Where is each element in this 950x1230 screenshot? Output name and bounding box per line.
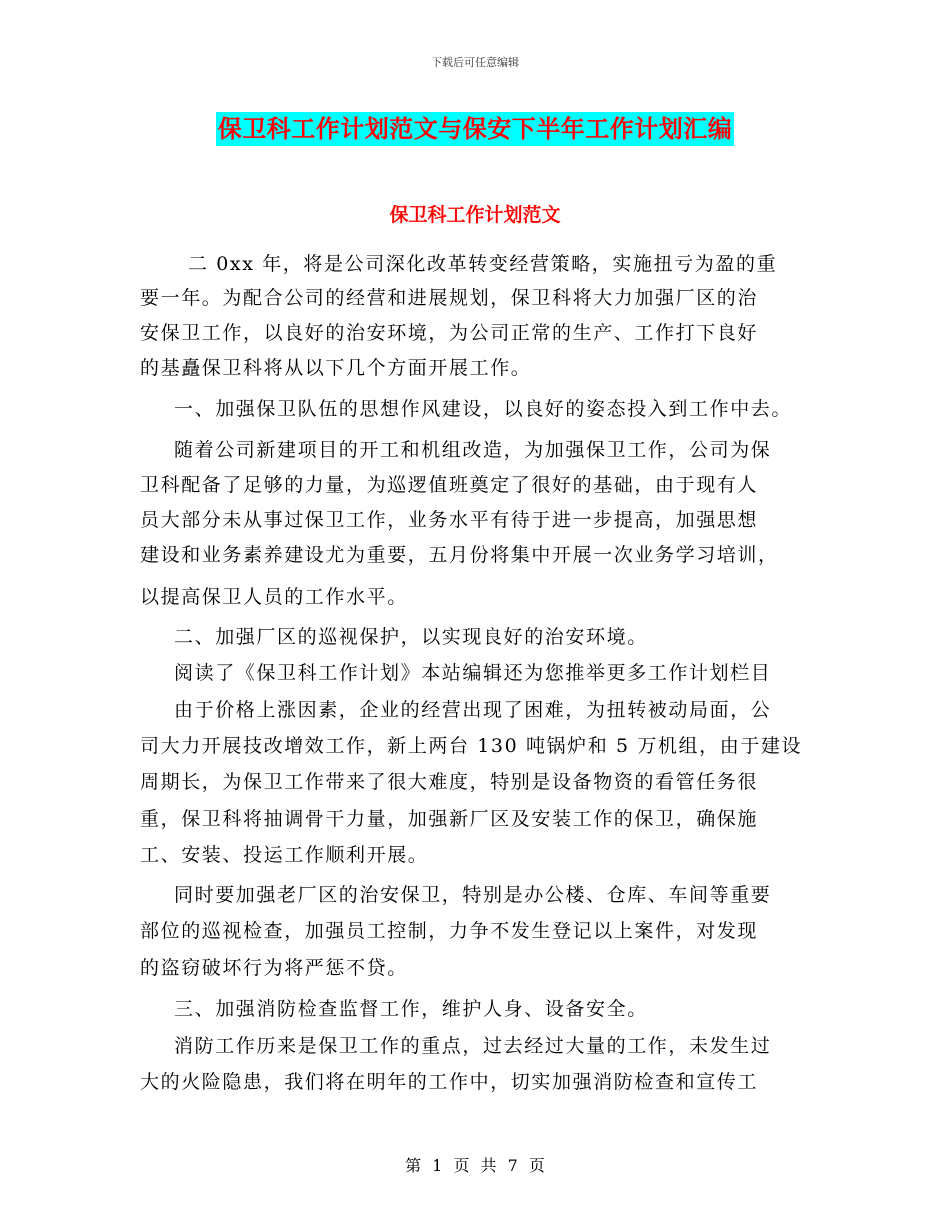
body-line: 由于价格上涨因素，企业的经营出现了困难，为扭转被动局面，公 [174, 699, 772, 721]
document-title-container [0, 112, 950, 146]
body-line: 同时要加强老厂区的治安保卫，特别是办公楼、仓库、车间等重要 [174, 884, 772, 906]
body-line: 建设和业务素养建设尤为重要，五月份将集中开展一次业务学习培训， [140, 544, 779, 566]
body-line: 安保卫工作，以良好的治安环境，为公司正常的生产、工作打下良好 [140, 322, 759, 344]
body-line: 的基矗保卫科将从以下几个方面开展工作。 [140, 357, 532, 379]
body-line: 员大部分未从事过保卫工作，业务水平有待于进一步提高，加强思想 [140, 509, 759, 531]
body-line: 要一年。为配合公司的经营和进展规划，保卫科将大力加强厂区的治 [140, 287, 759, 309]
body-line: 的盗窃破坏行为将严惩不贷。 [140, 957, 408, 979]
document-title: 保卫科工作计划范文与保安下半年工作计划汇编 [216, 112, 735, 146]
body-line: 大的火险隐患，我们将在明年的工作中，切实加强消防检查和宣传工 [140, 1071, 759, 1093]
body-line: 司大力开展技改增效工作，新上两台 130 吨锅炉和 5 万机组，由于建设 [140, 735, 803, 757]
body-line: 随着公司新建项目的开工和机组改造，为加强保卫工作，公司为保 [174, 439, 772, 461]
section-title: 保卫科工作计划范文 [389, 204, 561, 226]
body-line: 三、加强消防检查监督工作，维护人身、设备安全。 [174, 998, 648, 1020]
body-line: 以提高保卫人员的工作水平。 [140, 586, 408, 608]
body-line: 卫科配备了足够的力量，为巡逻值班奠定了很好的基础，由于现有人 [140, 474, 759, 496]
body-line: 二、加强厂区的巡视保护，以实现良好的治安环境。 [174, 626, 648, 648]
page-footer: 第 1 页 共 7 页 [405, 1156, 545, 1175]
body-line: 二 0xx 年，将是公司深化改革转变经营策略，实施扭亏为盈的重 [188, 253, 778, 275]
body-line: 周期长，为保卫工作带来了很大难度，特别是设备物资的看管任务很 [140, 771, 759, 793]
body-line: 重，保卫科将抽调骨干力量，加强新厂区及安装工作的保卫，确保施 [140, 808, 759, 830]
body-line: 消防工作历来是保卫工作的重点，过去经过大量的工作，未发生过 [174, 1035, 772, 1057]
body-line: 一、加强保卫队伍的思想作风建设，以良好的姿态投入到工作中去。 [174, 398, 793, 420]
body-line: 部位的巡视检查，加强员工控制，力争不发生登记以上案件，对发现 [140, 920, 759, 942]
body-line: 工、安装、投运工作顺利开展。 [140, 844, 429, 866]
page-header: 下载后可任意编辑 [431, 56, 519, 69]
body-line: 阅读了《保卫科工作计划》本站编辑还为您推举更多工作计划栏目 [174, 662, 772, 684]
